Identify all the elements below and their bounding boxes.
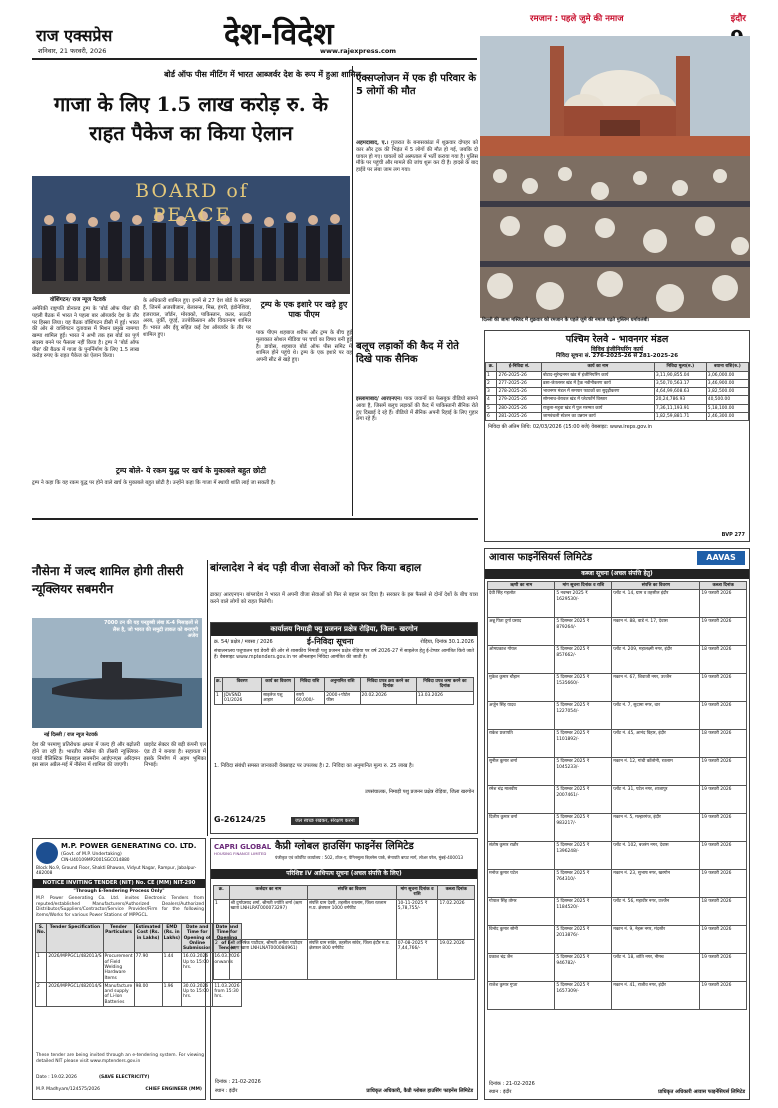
tender-gcode: G-26124/25: [214, 815, 266, 824]
masthead: [32, 14, 477, 58]
table-cell: राकेश प्रजापति: [488, 730, 555, 758]
table-cell: ढसा-जेतलसर खंड में ट्रैक नवीनीकरण कार्य: [541, 379, 654, 387]
table-cell: 98.00: [134, 982, 162, 1006]
table-cell: 5 दिसम्बर 2025 ₹ 1101892/-: [555, 730, 612, 758]
table-cell: 07-08-2025 ₹ 7,44,766/-: [396, 939, 438, 979]
mppgcl-note: "Through E-Tendering Process Only": [73, 889, 165, 894]
table-row: [486, 388, 749, 396]
gaza-headline-box: [32, 86, 350, 174]
khargone-tender: [210, 622, 478, 834]
table-cell: सुनील कुमार शर्मा: [488, 758, 555, 786]
navy-body: देश की परमाणु प्रतिरोधक क्षमता में जल्द ही और बढ़ोतरी होने जा रही है। भारतीय नौसेना की तीसरी न्यूक्लियर-पावर्ड बैलिस्टिक मिसाइल सबमरीन आईएनएस अरिदमन इस साल अप्रैल-मई में नौसेना में शामिल की जाएगी।: [32, 742, 140, 769]
table-cell: 2026/MPPGCL/482014/S: [47, 982, 103, 1006]
table-cell: 2026/MPPGCL/482013/S: [47, 953, 103, 982]
mosque-caption: दिल्ली की जामा मस्जिद में शुक्रवार को रमजान के पहले जुमे की नमाज पढ़ते मुस्लिम धर्मावलंबी।: [482, 318, 650, 323]
table-cell: देवी सिंह गहलोत: [488, 590, 555, 618]
mppgcl-col-head: Tender Specification: [47, 924, 103, 953]
table-cell: 2000+पोर्टल फीस: [325, 691, 360, 705]
table-cell: 5 दिसम्बर 2025 ₹ 2013876/-: [555, 926, 612, 954]
table-cell: 3,50,70,563.17: [654, 379, 706, 387]
table-row: [486, 412, 749, 420]
table-cell: 5 दिसम्बर 2025 ₹ 1045233/-: [555, 758, 612, 786]
baloch-body: [356, 396, 478, 514]
mppgcl-date: Date : 19.02.2026: [36, 1075, 77, 1080]
pak-pm-head: ट्रम्प के एक इशारे पर खड़े हुए पाक पीएम: [260, 300, 348, 320]
table-cell: मकान नं. 41, राजीव नगर, इंदौर: [612, 982, 700, 1010]
table-row: [488, 870, 747, 898]
paper-name: राज एक्सप्रेस: [36, 26, 113, 45]
table-row: [214, 939, 475, 979]
mppgcl-col-head: Date and Time for Opening of E-Tender: [213, 924, 241, 953]
tender-ref: क्र. 54/ प्रक्षेत्र / मवसा / 2026: [214, 639, 273, 645]
table-cell: 1: [214, 899, 230, 939]
table-cell: 5 दिसम्बर 2025 ₹ 1396248/-: [555, 842, 612, 870]
gaza-kicker: बोर्ड ऑफ पीस मीटिंग में भारत आब्जर्वर देश के रूप में हुआ शामिल: [164, 70, 361, 79]
table-cell: प्लॉट नं. 31, पटेल नगर, शाजापुर: [612, 786, 700, 814]
table-cell: 5 दिसम्बर 2025 ₹ 1535660/-: [555, 674, 612, 702]
table-cell: 5 दिसम्बर 2025 ₹ 1227054/-: [555, 702, 612, 730]
railway-col-head: ई-निविदा सं.: [497, 363, 542, 371]
railway-notice: [484, 330, 750, 542]
aavas-subtitle: कब्जा सूचना (अचल संपत्ति हेतु): [485, 569, 749, 579]
capri-col-head: क्र.: [214, 886, 230, 900]
table-row: [488, 954, 747, 982]
baloch-text: पाक जवानों का फेसबुक वीडियो सामने आया है, जिसमें बलूच लड़ाकों की कैद में पाकिस्तानी सैनिक रोते हुए दिखाई दे रहे हैं। वीडियो में सैनिक अपनी रिहाई के लिए गुहार लगा रहे हैं।: [356, 396, 478, 423]
table-cell: प्लॉट नं. 102, बजरंग नगर, देवास: [612, 842, 700, 870]
table-cell: 10-11-2025 ₹ 5,78,755/-: [396, 899, 438, 939]
table-cell: 5 दिसम्बर 2025 ₹ 946782/-: [555, 954, 612, 982]
table-cell: 4: [486, 396, 497, 404]
navy-body-2: प्राइवेट सेक्टर की बड़ी कंपनी एल एंड टी ने बनाया है। सहायता में इसके निर्माण में अहम भूमिका निभाई।: [144, 742, 206, 769]
aavas-signatory: प्राधिकृत अधिकारी आवास फाइनेंसियर्स लिमिटेड: [658, 1088, 745, 1095]
table-cell: 281-2025-26: [497, 412, 542, 420]
aavas-place: स्थान : इंदौर: [489, 1088, 512, 1095]
railway-col-head: कार्य का नाम: [541, 363, 654, 371]
fire-headline: एक्सप्लोजन में एक ही परिवार के 5 लोगों की मौत: [356, 73, 477, 97]
table-cell: 3,06,000.00: [706, 371, 748, 379]
mppgcl-cin: CIN-U40109MP2001SGC014880: [61, 858, 130, 863]
aavas-table: [487, 581, 747, 1010]
table-cell: 5 दिसम्बर 2025 ₹ 857662/-: [555, 646, 612, 674]
railway-code: BVP 277: [721, 531, 745, 538]
table-cell: 4,64,99,608.63: [654, 388, 706, 396]
railway-col-head: क्र.: [486, 363, 497, 371]
table-cell: 5 दिसम्बर 2025 ₹ 1184520/-: [555, 898, 612, 926]
aavas-col-head: संपत्ति का विवरण: [612, 582, 700, 590]
table-cell: ओमप्रकाश गोयल: [488, 646, 555, 674]
gaza-body-2: के अधिकारी शामिल हुए। इनमें से 27 देश बोर्ड के सदस्य हैं, जिनमें अजरबैजान, बेलारूस, मिस्र, हंगरी, इंडोनेशिया, इजरायल, जॉर्डन, मोरक्को, पाकिस्तान, कतर, सऊदी अरब, तुर्की, यूएई, उज्बेकिस्तान और वियतनाम शामिल हैं। भारत और ईयू सहित कई देश ऑब्जर्वर के तौर पर शामिल हुए।: [143, 298, 251, 338]
table-cell: 1: [486, 371, 497, 379]
table-cell: संपत्ति ग्राम देवरी, तहसील रतलाम, जिला रतलाम म.प्र. क्षेत्रफल 1000 वर्गफीट: [307, 899, 396, 939]
table-row: [488, 758, 747, 786]
table-cell: 5,18,100.00: [706, 404, 748, 412]
table-cell: संपत्ति ग्राम सांवेर, तहसील सांवेर, जिला इंदौर म.प्र. क्षेत्रफल 800 वर्गफीट: [307, 939, 396, 979]
capri-col-head: मांग सूचना दिनांक व राशि: [396, 886, 438, 900]
baloch-headline: बलूच लड़ाकों की कैद में रोते दिखे पाक सैनिक: [356, 341, 459, 365]
table-cell: 20.02.2026: [360, 691, 416, 705]
table-cell: Procurement of Field Welding Hardware Items: [104, 954, 133, 981]
table-cell: मकान नं. 5, मल्हारगंज, इंदौर: [612, 814, 700, 842]
table-cell: प्लॉट नं. 56, महावीर नगर, उज्जैन: [612, 898, 700, 926]
tender-col-head: विवरण: [223, 678, 262, 692]
table-cell: 18 फरवरी 2026: [700, 730, 747, 758]
capri-name: कैप्री ग्लोबल हाउसिंग फाइनेंस लिमिटेड: [275, 841, 414, 852]
mosque-photo: [480, 36, 750, 318]
table-cell: 3,11,90,855.04: [654, 371, 706, 379]
section-title: देश-विदेश: [224, 17, 334, 52]
table-cell: 5 नवम्बर 2025 ₹ 1629530/-: [555, 590, 612, 618]
table-cell: प्लॉट नं. 7, सुदामा नगर, धार: [612, 702, 700, 730]
railway-footer: निविदा की अंतिम तिथि: 02/03/2026 (15:00 बजे) वेबसाइट: www.ireps.gov.in: [488, 424, 653, 431]
table-cell: मकान नं. 9, नेहरू नगर, मंदसौर: [612, 926, 700, 954]
railway-title: पश्चिम रेलवे - भावनगर मंडल: [565, 334, 669, 345]
board-of-peace-photo: [32, 176, 350, 294]
table-cell: 276-2025-26: [497, 371, 542, 379]
table-cell: मकान नं. 23, सुभाष नगर, खरगोन: [612, 870, 700, 898]
table-cell: अर्जुन सिंह यादव: [488, 702, 555, 730]
table-row: [488, 814, 747, 842]
table-cell: 19 फरवरी 2026: [700, 982, 747, 1010]
capri-place: स्थान : इंदौर: [215, 1087, 238, 1094]
table-cell: 40,500.00: [706, 396, 748, 404]
table-cell: राजेश कुमार गुप्ता: [488, 982, 555, 1010]
table-row: [486, 371, 749, 379]
tender-sign: उपसंचालक, निमाड़ी पशु प्रजनन प्रक्षेत्र रोड़िया, जिला खरगोन: [364, 789, 474, 795]
tender-slogan: जल स्वच्छ रखकर, संरक्षण करना: [291, 817, 359, 825]
tender-col-head: निविदा राशि: [295, 678, 325, 692]
table-row: [486, 404, 749, 412]
railway-table: [485, 362, 749, 421]
masthead-date: शनिवार, 21 फरवरी, 2026: [38, 47, 107, 55]
table-row: [488, 898, 747, 926]
mosque-image: [480, 36, 750, 318]
bangla-body: ढाका/ आरएनएन। बांग्लादेश ने भारत में अपनी वीजा सेवाओं को फिर से बहाल कर दिया है। सरकार के इस फैसले से दोनों देशों के बीच यात्रा करने वाले लोगों को राहत मिलेगी।: [210, 592, 478, 605]
mppgcl-intro: M.P. Power Generating Co. Ltd. invites Electronic Tenders from reputed/established Manufacturers/Authorized Dealers/Authorized Distributor/Suppliers/Contractor/Service Provider/Firm for the following items/Works for various Power Stations of MPPGCL.: [36, 896, 204, 919]
table-cell: बोटाद-सुरेन्द्रनगर खंड में इंजीनियरिंग कार्य: [541, 371, 654, 379]
table-cell: प्लॉट नं. 18, शांति नगर, नीमच: [612, 954, 700, 982]
submarine-photo: [32, 618, 202, 728]
table-cell: 19 फरवरी 2026: [700, 814, 747, 842]
capri-sign: प्राधिकृत अधिकारी, कैप्री ग्लोबल हाउसिंग फाइनेंस लिमिटेड: [366, 1087, 473, 1094]
table-cell: 19 फरवरी 2026: [700, 590, 747, 618]
city-name: इंदौर: [730, 14, 746, 24]
table-cell: Manufacture and supply of Li-Ion Batteries: [104, 983, 133, 1005]
table-cell: 5 दिसम्बर 2025 ₹ 1657309/-: [555, 982, 612, 1010]
table-row: [488, 842, 747, 870]
mppgcl-title: NOTICE INVITING TENDER (NIT) No. CE (MM) NIT-290: [33, 879, 205, 888]
mppgcl-col-head: Estimated Cost (Rs. in Lakhs): [134, 924, 162, 953]
table-cell: 1.44: [162, 953, 181, 982]
table-cell: साइलेज पशु आहार: [262, 691, 295, 705]
table-cell: 5 दिसम्बर 2025 ₹ 983217/-: [555, 814, 612, 842]
aavas-col-head: मांग सूचना दिनांक व राशि: [555, 582, 612, 590]
table-row: [488, 674, 747, 702]
capri-date: दिनांक : 21-02-2026: [215, 1078, 261, 1085]
aavas-logo: AAVAS: [697, 551, 745, 565]
table-cell: मकान नं. 88, वार्ड नं. 17, देवास: [612, 618, 700, 646]
table-row: [488, 926, 747, 954]
site-url[interactable]: www.rajexpress.com: [320, 47, 397, 55]
baloch-dateline: इस्लामाबाद/ आरएनएन।: [356, 396, 402, 402]
table-cell: 1: [36, 953, 47, 982]
table-row: [486, 379, 749, 387]
table-cell: जामवंथली स्टेशन का उन्नयन कार्य: [541, 412, 654, 420]
tender-table: [214, 677, 474, 705]
mppgcl-name: M.P. POWER GENERATING CO. LTD.: [61, 842, 197, 850]
aavas-col-head: कब्जा दिनांक: [700, 582, 747, 590]
table-cell: 19 फरवरी 2026: [700, 954, 747, 982]
table-cell: 13.03.2026: [416, 691, 473, 705]
table-cell: 277-2025-26: [497, 379, 542, 387]
gaza-headline: गाजा के लिए 1.5 लाख करोड़ रु. के राहत पैकेज का किया ऐलान: [54, 92, 328, 145]
capri-table: [213, 885, 475, 980]
gaza-body-1: अमेरिकी राष्ट्रपति डोनाल्ड ट्रम्प के 'बोर्ड ऑफ पीस' की पहली बैठक में भारत ने पहला बार ऑब्जर्वर देश के तौर पर हिस्सा लिया। यह बैठक वॉशिंगटन डीसी में हुई। भारत की ओर से वाशिंगटन दूतावास में मिशन प्रमुख नामग्या खम्पा शामिल हुईं। भारत ने अभी तक इस बोर्ड का पूर्ण सदस्य बनने पर फैसला नहीं किया है। ट्रम्प ने 'बोर्ड ऑफ पीस' की बैठक में गाजा के पुनर्निर्माण के लिए 1.5 लाख करोड़ रुपए के राहत पैकेज का ऐलान किया।: [32, 306, 139, 360]
capri-col-head: संपत्ति का विवरण: [307, 886, 396, 900]
table-cell: मकान नं. 67, शिवाजी नगर, उज्जैन: [612, 674, 700, 702]
table-cell: दिलीप कुमार वर्मा: [488, 814, 555, 842]
column-rule: [207, 560, 208, 836]
table-cell: 1.96: [162, 982, 181, 1006]
table-cell: मनोज कुमार पटेल: [488, 870, 555, 898]
table-row: [488, 646, 747, 674]
table-cell: 2: [36, 982, 47, 1006]
railway-sub: विविध इंजीनियरिंग कार्य: [591, 345, 643, 353]
table-cell: 5 दिसम्बर 2025 ₹ 764310/-: [555, 870, 612, 898]
aavas-date: दिनांक : 21-02-2026: [489, 1080, 535, 1087]
aavas-col-head: ऋणी का नाम: [488, 582, 555, 590]
table-cell: श्री दुर्गाप्रसाद शर्मा, श्रीमती ज्योति शर्मा (ऋण खाता LNHLRAT000073297): [229, 899, 307, 939]
table-cell: 20,24,786.93: [654, 396, 706, 404]
table-row: [486, 396, 749, 404]
table-row: [488, 786, 747, 814]
mppgcl-signatory: CHIEF ENGINEER (MM): [145, 1087, 202, 1092]
table-cell: 19 फरवरी 2026: [700, 618, 747, 646]
aavas-notice: [484, 548, 750, 1100]
table-cell: 19 फरवरी 2026: [700, 674, 747, 702]
table-cell: 1: [215, 691, 223, 705]
gaza-sub: ट्रम्प बोले- ये रकम युद्ध पर खर्च के मुकाबले बहुत छोटी: [116, 466, 266, 475]
pak-pm-body: पाक पीएम शहबाज शरीफ और ट्रम्प के बीच हुई मुलाकात सोशल मीडिया पर चर्चा का विषय बनी हुई है। डावोस, शहबाज बोर्ड ऑफ पीस समिट में शामिल होने पहुंचे थे। ट्रम्प के एक इशारे पर वह अपनी सीट से खड़े हुए।: [256, 330, 352, 363]
table-row: [215, 691, 474, 705]
tender-title: कार्यालय निमाड़ी फ्यु प्रजनन प्रक्षेत्र रोड़िया, जिला- खरगोन: [211, 623, 477, 636]
table-cell: सोमनाथ-वेरावल खंड में प्लेटफॉर्म विस्तार: [541, 396, 654, 404]
section-rule: [32, 518, 478, 520]
table-cell: 2: [486, 379, 497, 387]
tender-col-head: क्र.: [215, 678, 223, 692]
table-row: [488, 702, 747, 730]
table-cell: प्लॉट नं. 14, ग्राम व तहसील इंदौर: [612, 590, 700, 618]
table-cell: संतोष कुमार राठौर: [488, 842, 555, 870]
capri-col-head: कब्जा दिनांक: [438, 886, 475, 900]
fire-body: [356, 140, 478, 336]
table-cell: 5: [486, 404, 497, 412]
mppgcl-col-head: S. No.: [36, 924, 47, 953]
table-cell: 19 फरवरी 2026: [700, 926, 747, 954]
table-cell: राजुला-महुवा खंड में पुल मरम्मत कार्य: [541, 404, 654, 412]
table-row: [488, 982, 747, 1010]
gaza-body-3: ट्रम्प ने कहा कि यह रकम युद्ध पर होने वाले खर्च के मुकाबले बहुत छोटी है। उन्होंने कहा कि गाजा में स्थायी शांति लाई जा सकती है।: [32, 480, 276, 486]
table-cell: 18 फरवरी 2026: [700, 646, 747, 674]
mppgcl-address: Block No.9, Ground Floor, Shakti Bhawan, Vidyut Nagar, Rampur, Jabalpur-482008: [36, 866, 197, 877]
navy-headline: नौसेना में जल्द शामिल होगी तीसरी न्यूक्लियर सबमरीन: [32, 564, 184, 596]
masthead-rule: [32, 58, 477, 60]
table-cell: 17.02.2026: [438, 899, 475, 939]
table-cell: 19 फरवरी 2026: [700, 758, 747, 786]
table-cell: 7,36,11,193.91: [654, 404, 706, 412]
gaza-credit: वॉशिंगटन/ राज न्यूज नेटवर्क: [50, 297, 107, 303]
tender-notes: 1. निविदा संबंधी समस्त जानकारी वेबसाइट पर उपलब्ध है। 2. निविदा का अनुमानित मूल्य रु. 25 लाख है।: [214, 763, 414, 769]
table-cell: अन्नू पिता दुर्गा प्रसाद: [488, 618, 555, 646]
table-cell: मुकेश कुमार चौहान: [488, 674, 555, 702]
mppgcl-save: (SAVE ELECTRICITY): [99, 1075, 150, 1080]
table-cell: 279-2025-26: [497, 396, 542, 404]
tender-col-head: कार्य का विवरण: [262, 678, 295, 692]
railway-col-head: बयाना राशि(रु.): [706, 363, 748, 371]
table-cell: 2,46,300.00: [706, 412, 748, 420]
table-cell: JDVSND 01/2026: [223, 691, 262, 705]
mppgcl-sub: (Govt. of M.P. Undertaking): [61, 852, 122, 857]
table-cell: 11.03.2026 from 15:30 hrs.: [213, 982, 241, 1006]
capri-logo-sub: HOUSING FINANCE LIMITED: [214, 851, 267, 856]
mppgcl-col-head: Date and Time for Opening of Online Submission: [183, 925, 212, 952]
navy-credit: नई दिल्ली / राज न्यूज नेटवर्क: [44, 732, 98, 738]
table-cell: रुपये 60,000/-: [295, 691, 325, 705]
column-rule: [352, 66, 353, 516]
tender-col-head: अनुमानित राशि: [325, 678, 360, 692]
table-cell: 16.03.2026 onwards: [213, 953, 241, 982]
table-cell: 3,46,900.00: [706, 379, 748, 387]
bangla-headline: बांग्लादेश ने बंद पड़ी वीजा सेवाओं को फिर किया बहाल: [210, 562, 422, 574]
mppgcl-col-head: EMD (Rs. in Lakhs): [162, 924, 181, 953]
capri-address: पंजीकृत एवं कॉर्पोरेट कार्यालय : 502, टॉवर-ए, पेनिनसुला बिज़नेस पार्क, सेनापति बापट मार्ग, लोअर परेल, मुंबई-400013: [275, 855, 464, 860]
table-cell: 1,82,59,881.71: [654, 412, 706, 420]
table-cell: प्लॉट नं. 209, महालक्ष्मी नगर, इंदौर: [612, 646, 700, 674]
table-cell: श्री अभिषेक पाटीदार, श्रीमती अनीता पाटीदार (ऋण खाता LNHLNAT000084961): [229, 939, 307, 979]
table-cell: रमेश चंद्र मालवीय: [488, 786, 555, 814]
mppgcl-logo-icon: [36, 842, 58, 864]
table-row: [488, 730, 747, 758]
table-cell: 2: [214, 939, 230, 979]
capri-sub: परिशिष्ट IV आधिपत्य सूचना (अचल संपत्ति के लिए): [211, 869, 477, 879]
capri-logo: CAPRI GLOBAL: [214, 843, 272, 851]
table-cell: 19 फरवरी 2026: [700, 870, 747, 898]
aavas-name: आवास फाइनेंसियर्स लिमिटेड: [489, 552, 593, 563]
table-cell: 6: [486, 412, 497, 420]
table-cell: गोपाल सिंह तोमर: [488, 898, 555, 926]
fire-text: गुजरात के बनासकांठा में शुक्रवार दोपहर को कार और ट्रक की भिड़ंत में 5 लोगों की मौत हो गई, जबकि दो घायल हो गए। घायलों को अस्पताल में भर्ती कराया गया है। पुलिस मौके पर पहुंची और मामले की जांच शुरू कर दी है। हादसे के बाद हाईवे पर लंबा जाम लग गया।: [356, 140, 478, 173]
capri-notice: [210, 838, 478, 1100]
table-cell: 5 दिसम्बर 2025 ₹ 879264/-: [555, 618, 612, 646]
mppgcl-footer: These tender are being invited through an e-tendering system. For viewing detailed NIT please visit www.mptenders.gov.in: [36, 1053, 204, 1064]
submarine-caption: 7000 टन की यह पनडुब्बी लंबा K-4 मिसाइलों से लैस है, जो भारत की समुद्री ताकत को बनाएगी अजेय: [103, 620, 198, 639]
table-cell: 5 दिसम्बर 2025 ₹ 2007461/-: [555, 786, 612, 814]
table-row: [214, 899, 475, 939]
table-cell: 19 फरवरी 2026: [700, 842, 747, 870]
table-row: [488, 618, 747, 646]
table-cell: 280-2025-26: [497, 404, 542, 412]
railway-col-head: निविदा मूल्य(रु.): [654, 363, 706, 371]
table-cell: भावनगर मंडल में समपार फाटकों का सुदृढ़ीकरण: [541, 388, 654, 396]
tender-col-head: निविदा प्रपत्र जमा करने का दिनांक: [416, 678, 473, 692]
tender-etitle: ई-निविदा सूचना: [307, 637, 354, 646]
table-cell: 278-2025-26: [497, 388, 542, 396]
table-cell: विनोद कुमार सोनी: [488, 926, 555, 954]
tender-date: रोड़िया, दिनांक 30.1.2026: [420, 639, 474, 645]
table-cell: 3,82,500.00: [706, 388, 748, 396]
table-cell: मकान नं. 12, गांधी कॉलोनी, रतलाम: [612, 758, 700, 786]
table-row: [488, 590, 747, 618]
tender-intro: संचालनालय पशुपालन एवं डेयरी की ओर से शासकीय निमाड़ी पशु प्रजनन प्रक्षेत्र रोड़िया पर वर्ष 2026-27 में साइलेज हेतु ई-टेण्डर आमंत्रित किये जाते हैं। वेबसाइट www.mptenders.gov.in पर ऑनलाइन निविदा आमंत्रित की जाती है।: [214, 649, 474, 661]
right-title: रमजान : पहले जुमे की नमाज: [530, 14, 624, 24]
table-cell: प्लॉट नं. 45, आनंद विहार, इंदौर: [612, 730, 700, 758]
mppgcl-col-head: Tender Particulars: [103, 924, 134, 953]
table-cell: 3: [486, 388, 497, 396]
table-cell: 19.02.2026: [438, 939, 475, 979]
table-cell: 19 फरवरी 2026: [700, 786, 747, 814]
capri-col-head: कर्जदार का नाम: [229, 886, 307, 900]
table-cell: 19 फरवरी 2026: [700, 702, 747, 730]
table-cell: 16.03.2026 Up to 15:00 hrs.: [182, 953, 213, 982]
tender-col-head: निविदा प्रपत्र क्रय करने का दिनांक: [360, 678, 416, 692]
fire-dateline: अहमदाबाद, ए.।: [356, 140, 389, 146]
table-cell: प्रकाश चंद्र जैन: [488, 954, 555, 982]
table-cell: 77.90: [134, 953, 162, 982]
table-cell: 30.03.2026 Up to 15:00 hrs.: [182, 982, 213, 1006]
board-of-peace-banner: BOARD of PEACE: [135, 180, 249, 226]
table-cell: 18 फरवरी 2026: [700, 898, 747, 926]
mppgcl-ref: M.P. Madhyam/124575/2026: [36, 1087, 101, 1092]
railway-notice-no: निविदा सूचना सं. 276-2025-26 से 281-2025-26: [555, 353, 679, 360]
